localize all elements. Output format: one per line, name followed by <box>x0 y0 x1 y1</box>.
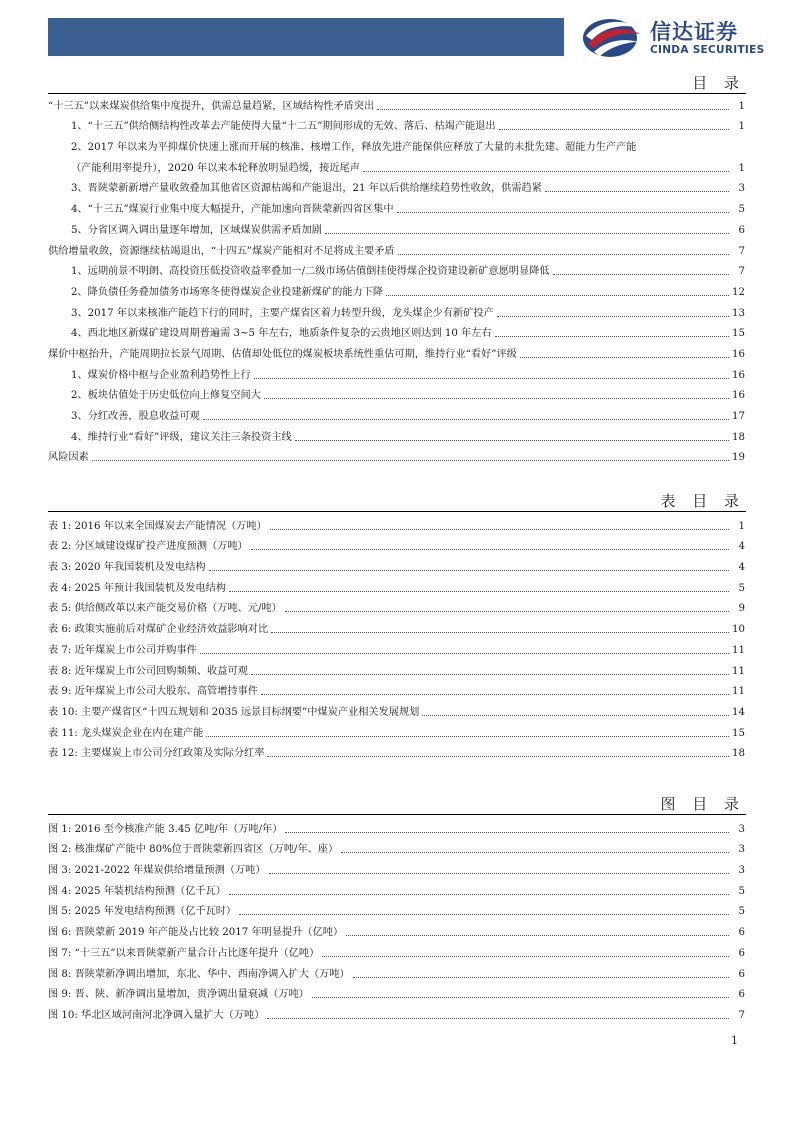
dot-leader <box>341 852 729 853</box>
contents-entry-title[interactable]: “十三五”以来煤炭供给集中度提升，供需总量趋紧，区域结构性矛盾突出 <box>48 100 375 112</box>
table-list-entry-title[interactable]: 表 4: 2025 年预计我国装机及发电结构 <box>48 582 226 594</box>
contents-entry[interactable] <box>0 423 793 444</box>
table-list-entry-title[interactable]: 表 2: 分区域建设煤矿投产进度预测（万吨） <box>48 541 248 553</box>
contents-entry[interactable] <box>0 195 793 216</box>
figure-list-entry-title[interactable]: 图 8: 晋陕蒙新净调出增加，东北、华中、西南净调入扩大（万吨） <box>48 968 350 980</box>
contents-entry-title[interactable]: 4、维持行业“看好”评级，建议关注三条投资主线 <box>71 431 292 443</box>
table-list-entry-title[interactable]: 表 8: 近年煤炭上市公司回购频频、收益可观 <box>48 665 248 677</box>
table-list-entry[interactable] <box>0 553 793 574</box>
contents-entry-page[interactable]: 18 <box>732 431 745 443</box>
figure-list-entry[interactable] <box>0 836 793 857</box>
figure-list-entry-title[interactable]: 图 5: 2025 年发电结构预测（亿千瓦时） <box>48 906 237 918</box>
contents-entry-page[interactable]: 6 <box>738 224 745 236</box>
contents-list <box>0 92 793 464</box>
table-list-entry-title[interactable]: 表 1: 2016 年以来全国煤炭去产能情况（万吨） <box>48 520 267 532</box>
table-list-entry-title[interactable]: 表 11: 龙头煤炭企业在内在建产能 <box>48 727 204 739</box>
dot-leader <box>520 357 729 358</box>
dot-leader <box>495 336 729 337</box>
table-list-entry[interactable] <box>0 657 793 678</box>
table-list-entry[interactable] <box>0 678 793 699</box>
contents-entry-page[interactable]: 17 <box>732 411 745 422</box>
table-list-entry-page[interactable]: 10 <box>732 624 745 636</box>
table-list-entry-page[interactable]: 15 <box>732 727 745 739</box>
contents-entry[interactable] <box>0 92 793 113</box>
contents-entry[interactable] <box>0 299 793 320</box>
dot-leader <box>497 316 729 317</box>
figure-list-entry[interactable] <box>0 877 793 898</box>
dot-leader <box>499 129 729 130</box>
table-list-entry-page[interactable]: 4 <box>738 541 745 553</box>
contents-entry[interactable] <box>0 382 793 403</box>
dot-leader <box>325 233 729 234</box>
table-list-entry-page[interactable]: 11 <box>732 665 745 677</box>
contents-entry-page[interactable]: 13 <box>732 307 745 319</box>
contents-entry-page[interactable]: 16 <box>732 390 745 402</box>
tables-list <box>0 512 793 760</box>
contents-entry-page[interactable]: 16 <box>732 369 745 381</box>
dot-leader <box>271 632 729 633</box>
table-list-entry[interactable] <box>0 719 793 740</box>
table-list-entry-title[interactable]: 表 7: 近年煤炭上市公司并购事件 <box>48 644 197 656</box>
figure-list-entry-title[interactable]: 图 10: 华北区域河南河北净调入量扩大（万吨） <box>48 1009 265 1021</box>
contents-entry[interactable] <box>0 278 793 299</box>
table-list-entry-title[interactable]: 表 5: 供给侧改革以来产能交易价格（万吨、元/吨） <box>48 603 282 615</box>
table-list-entry[interactable] <box>0 533 793 554</box>
figure-list-entry-page[interactable]: 6 <box>738 947 745 959</box>
dot-leader <box>386 295 729 296</box>
contents-entry[interactable] <box>0 402 793 423</box>
header-bar <box>48 18 564 56</box>
dot-leader <box>206 736 729 737</box>
dot-leader <box>264 398 729 399</box>
figure-list-entry-title[interactable]: 图 4: 2025 年装机结构预测（亿千瓦） <box>48 885 226 897</box>
contents-entry[interactable] <box>0 340 793 361</box>
dot-leader <box>285 611 729 612</box>
dot-leader <box>346 935 729 936</box>
table-list-entry[interactable] <box>0 595 793 616</box>
contents-entry[interactable] <box>0 113 793 134</box>
dot-leader <box>353 977 729 978</box>
page-number: 1 <box>731 1034 738 1047</box>
figure-list-entry-title[interactable]: 图 6: 晋陕蒙新 2019 年产能及占比较 2017 年明显提升（亿吨） <box>48 927 344 939</box>
figure-list-entry[interactable] <box>0 815 793 836</box>
contents-entry[interactable] <box>0 216 793 237</box>
figures-list <box>0 815 793 1022</box>
dot-leader <box>209 570 729 571</box>
contents-entry-title[interactable]: 2、降负债任务叠加债务市场寒冬使得煤炭企业投建新煤矿的能力下降 <box>71 286 384 298</box>
contents-entry-title[interactable]: 3、2017 年以来核准产能趋下行的同时，主要产煤省区着力转型升级，龙头煤企少有新矿投产 <box>71 307 494 319</box>
dot-leader <box>397 212 729 213</box>
contents-entry-title[interactable]: 4、西北地区新煤矿建设周期普遍需 3~5 年左右，地质条件复杂的云贵地区则达到 10 年左右 <box>71 328 492 340</box>
contents-title: 目 录 <box>692 74 745 92</box>
table-list-entry[interactable] <box>0 512 793 533</box>
figure-list-entry-page[interactable]: 5 <box>738 906 745 918</box>
dot-leader <box>203 419 729 420</box>
figure-list-entry-page[interactable]: 6 <box>738 989 745 1001</box>
company-name-cn: 信达证券 <box>650 20 738 44</box>
contents-entry-title[interactable]: 3、分红改善，股息收益可观 <box>71 411 200 422</box>
contents-entry-page[interactable]: 7 <box>738 266 745 278</box>
dot-leader <box>229 591 729 592</box>
dot-leader <box>251 549 729 550</box>
figure-list-entry-title[interactable]: 图 7: “十三五”以来晋陕蒙新产量合计占比逐年提升（亿吨） <box>48 947 320 959</box>
figure-list-entry[interactable] <box>0 856 793 877</box>
table-list-entry-title[interactable]: 表 6: 政策实施前后对煤矿企业经济效益影响对比 <box>48 624 269 636</box>
dot-leader <box>261 694 729 695</box>
table-list-entry-title[interactable]: 表 9: 近年煤炭上市公司大股东、高管增持事件 <box>48 686 258 698</box>
table-list-entry[interactable] <box>0 574 793 595</box>
contents-entry-page[interactable]: 1 <box>738 100 745 112</box>
contents-entry[interactable] <box>0 444 793 465</box>
contents-entry-title[interactable]: 1、远期前景不明朗、高投资压低投资收益率叠加一/二级市场估值倒挂使得煤企投资建设新矿意愿明显降低 <box>71 266 550 278</box>
contents-entry-page[interactable]: 16 <box>732 348 745 360</box>
figure-list-entry-page[interactable]: 6 <box>738 927 745 939</box>
dot-leader <box>398 254 729 255</box>
figure-list-entry-title[interactable]: 图 9: 晋、陕、新净调出量增加，贵净调出量衰减（万吨） <box>48 989 309 1001</box>
table-list-entry[interactable] <box>0 636 793 657</box>
figure-list-entry-page[interactable]: 3 <box>738 823 745 835</box>
contents-entry-page[interactable]: 1 <box>738 121 745 133</box>
table-list-entry-page[interactable]: 1 <box>738 520 745 532</box>
table-list-entry-page[interactable]: 18 <box>732 748 745 760</box>
dot-leader <box>377 109 729 110</box>
contents-entry-title[interactable]: 2、板块估值处于历史低位向上修复空间大 <box>71 390 261 402</box>
company-name-en: CINDA SECURITIES <box>650 44 765 56</box>
dot-leader <box>322 956 729 957</box>
cinda-logo-icon <box>580 14 644 60</box>
tables-title: 表 目 录 <box>660 492 745 510</box>
table-list-entry-page[interactable]: 11 <box>732 686 745 698</box>
contents-entry-title[interactable]: 5、分省区调入调出量逐年增加，区域煤炭供需矛盾加剧 <box>71 224 322 236</box>
figure-list-entry-page[interactable]: 7 <box>738 1009 745 1021</box>
dot-leader <box>553 274 729 275</box>
table-list-entry[interactable] <box>0 615 793 636</box>
dot-leader <box>269 873 729 874</box>
table-list-entry-page[interactable]: 4 <box>738 562 745 574</box>
figure-list-entry[interactable] <box>0 939 793 960</box>
contents-entry-page[interactable]: 15 <box>732 328 745 340</box>
figure-list-entry[interactable] <box>0 898 793 919</box>
dot-leader <box>422 715 729 716</box>
table-list-entry-page[interactable]: 5 <box>738 582 745 594</box>
table-list-entry[interactable] <box>0 698 793 719</box>
dot-leader <box>545 191 729 192</box>
table-list-entry-page[interactable]: 14 <box>732 706 745 718</box>
table-list-entry-title[interactable]: 表 10: 主要产煤省区“十四五规划和 2035 远景目标纲要”中煤炭产业相关发展规划 <box>48 706 420 718</box>
dot-leader <box>92 460 729 461</box>
dot-leader <box>312 997 729 998</box>
table-list-entry-page[interactable]: 9 <box>738 603 745 615</box>
dot-leader <box>239 914 729 915</box>
figure-list-entry[interactable] <box>0 981 793 1002</box>
figures-title: 图 目 录 <box>660 795 745 813</box>
figure-list-entry-title[interactable]: 图 1: 2016 至今核准产能 3.45 亿吨/年（万吨/年） <box>48 823 283 835</box>
figure-list-entry-title[interactable]: 图 3: 2021-2022 年煤炭供给增量预测（万吨） <box>48 865 266 877</box>
figure-list-entry-page[interactable]: 6 <box>738 968 745 980</box>
figure-list-entry-title[interactable]: 图 2: 核准煤矿产能中 80%位于晋陕蒙新四省区（万吨/年、座） <box>48 844 339 856</box>
contents-entry-title[interactable]: 3、晋陕蒙新新增产量收敛叠加其他省区资源枯竭和产能退出，21 年以后供给继续趋势性收敛，供需趋紧 <box>71 183 542 195</box>
figure-list-entry-page[interactable]: 5 <box>738 885 745 897</box>
contents-entry[interactable] <box>0 237 793 258</box>
contents-entry[interactable] <box>0 133 793 154</box>
table-list-entry[interactable] <box>0 740 793 761</box>
dot-leader <box>200 653 729 654</box>
figure-list-entry-page[interactable]: 3 <box>738 844 745 856</box>
contents-entry-page[interactable]: 3 <box>738 183 745 195</box>
contents-entry-page[interactable]: 7 <box>738 245 745 257</box>
contents-entry-page[interactable]: 1 <box>738 162 745 174</box>
dot-leader <box>267 756 729 757</box>
dot-leader <box>254 378 729 379</box>
figure-list-entry-page[interactable]: 3 <box>738 865 745 877</box>
contents-entry[interactable] <box>0 258 793 279</box>
table-list-entry-title[interactable]: 表 12: 主要煤炭上市公司分红政策及实际分红率 <box>48 748 265 760</box>
figure-list-entry[interactable] <box>0 918 793 939</box>
dot-leader <box>270 529 729 530</box>
figure-list-entry[interactable] <box>0 960 793 981</box>
table-list-entry-page[interactable]: 11 <box>732 644 745 656</box>
contents-entry-page[interactable]: 19 <box>732 452 745 464</box>
dot-leader <box>285 832 729 833</box>
figure-list-entry[interactable] <box>0 1001 793 1022</box>
contents-entry[interactable] <box>0 175 793 196</box>
contents-entry-title[interactable]: 1、“十三五”供给侧结构性改革去产能使得大量“十二五”期间形成的无效、落后、枯竭产能退出 <box>71 121 496 133</box>
contents-entry-title[interactable]: 1、煤炭价格中枢与企业盈利趋势性上行 <box>71 369 251 381</box>
contents-entry[interactable] <box>0 154 793 175</box>
contents-entry[interactable] <box>0 361 793 382</box>
contents-entry-page[interactable]: 12 <box>732 286 745 298</box>
dot-leader <box>251 674 729 675</box>
dot-leader <box>295 440 729 441</box>
table-list-entry-title[interactable]: 表 3: 2020 年我国装机及发电结构 <box>48 562 206 574</box>
contents-entry-title[interactable]: 供给增量收敛，资源继续枯竭退出，“十四五”煤炭产能相对不足将成主要矛盾 <box>48 245 395 257</box>
contents-entry-title[interactable]: 煤价中枢抬升，产能周期拉长景气周期、估值却处低位的煤炭板块系统性重估可期，维持行业“看好”评级 <box>48 348 517 360</box>
contents-entry-title[interactable]: 2、2017 年以来为平抑煤价快速上涨而开展的核准、核增工作，释放先进产能保供应释放了大量的未批先建、超能力生产产能 <box>71 142 637 154</box>
dot-leader <box>363 171 729 172</box>
contents-entry-page[interactable]: 5 <box>738 204 745 216</box>
dot-leader <box>229 894 729 895</box>
contents-entry[interactable] <box>0 320 793 341</box>
cinda-logo <box>580 14 780 60</box>
dot-leader <box>267 1018 729 1019</box>
contents-entry-title[interactable]: （产能利用率提升），2020 年以来本轮释放明显趋缓，接近尾声 <box>71 162 360 174</box>
contents-entry-title[interactable]: 4、“十三五”煤炭行业集中度大幅提升，产能加速向晋陕蒙新四省区集中 <box>71 204 394 216</box>
contents-entry-title[interactable]: 风险因素 <box>48 452 89 464</box>
